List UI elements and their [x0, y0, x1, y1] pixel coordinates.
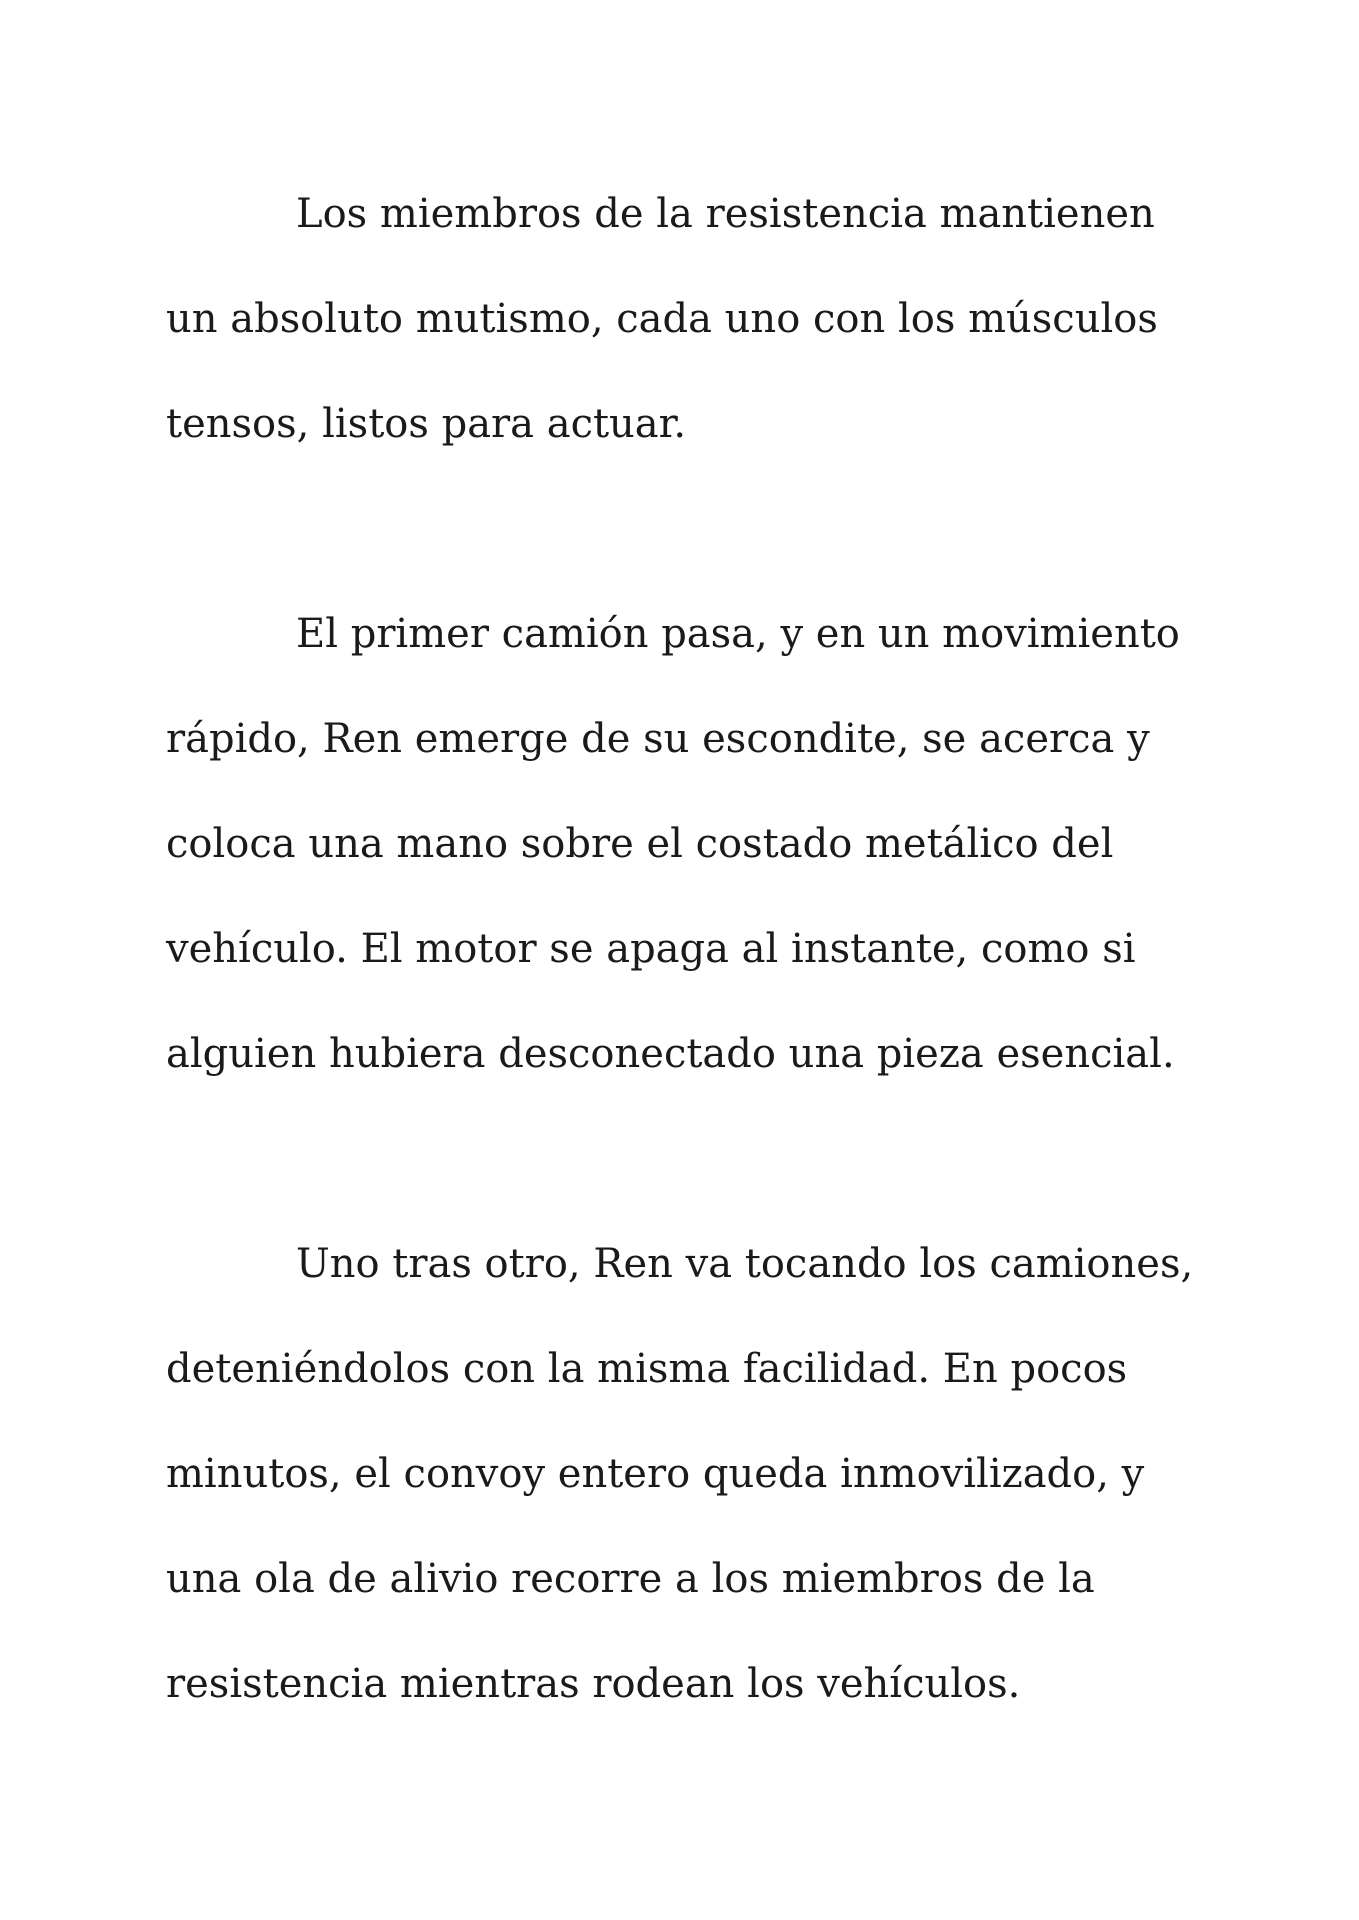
paragraph-line: Uno tras otro, Ren va tocando los camiones, — [296, 1241, 1194, 1287]
paragraph-3 — [166, 1212, 1226, 1737]
paragraph-line: coloca una mano sobre el costado metálico del — [166, 821, 1114, 867]
paragraph-line: resistencia mientras rodean los vehículos. — [166, 1661, 1021, 1707]
paragraph-1 — [166, 162, 1226, 477]
body-text — [166, 162, 1226, 1737]
paragraph-line: una ola de alivio recorre a los miembros de la — [166, 1556, 1095, 1602]
paragraph-line: alguien hubiera desconectado una pieza esencial. — [166, 1031, 1175, 1077]
paragraph-spacer — [166, 477, 1226, 582]
paragraph-spacer — [166, 1107, 1226, 1212]
paragraph-line: El primer camión pasa, y en un movimiento — [296, 611, 1180, 657]
paragraph-line: deteniéndolos con la misma facilidad. En pocos — [166, 1346, 1128, 1392]
paragraph-2 — [166, 582, 1226, 1107]
paragraph-line: Los miembros de la resistencia mantienen — [296, 191, 1155, 237]
paragraph-line: vehículo. El motor se apaga al instante, como si — [166, 926, 1136, 972]
paragraph-line: minutos, el convoy entero queda inmovilizado, y — [166, 1451, 1145, 1497]
paragraph-line: rápido, Ren emerge de su escondite, se acerca y — [166, 716, 1150, 762]
paragraph-line: tensos, listos para actuar. — [166, 401, 687, 447]
paragraph-line: un absoluto mutismo, cada uno con los músculos — [166, 296, 1158, 342]
